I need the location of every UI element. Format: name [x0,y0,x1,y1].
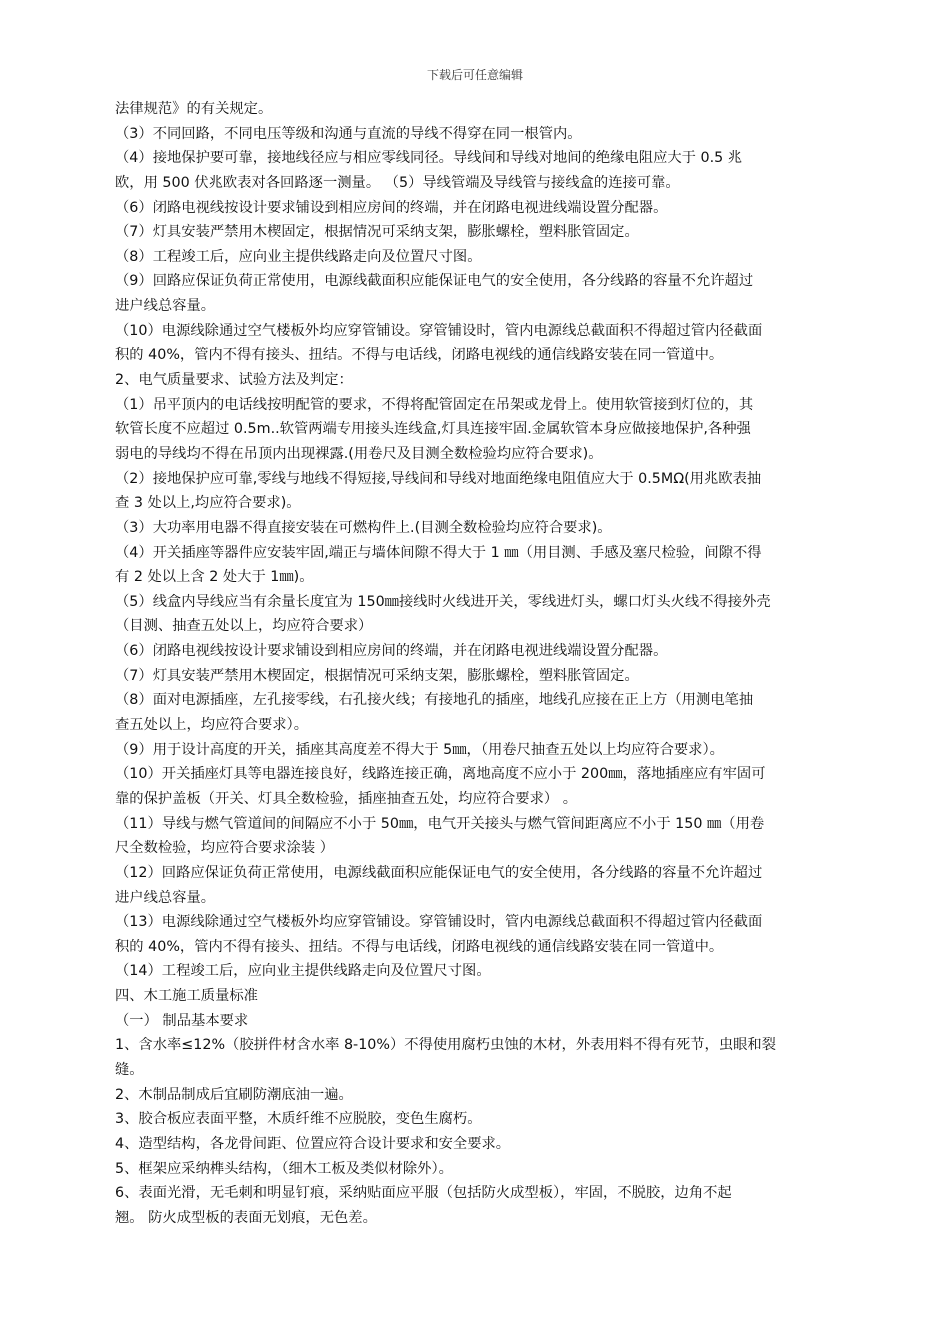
text-line: 3、胶合板应表面平整，木质纤维不应脱胶，变色生腐朽。 [115,1111,482,1128]
text-line: 欧，用 500 伏兆欧表对各回路逐一测量。 （5）导线管端及导线管与接线盒的连接可靠。 [115,174,680,191]
text-line: 查 3 处以上,均应符合要求)。 [115,495,301,512]
text-line: 1、含水率≤12%（胶拼件材含水率 8-10%）不得使用腐朽虫蚀的木材，外表用料不得有死节，虫眼和裂 [115,1037,777,1054]
text-line: 6、表面光滑，无毛刺和明显钉痕，采纳贴面应平服（包括防火成型板），牢固，不脱胶，边角不起 [115,1185,732,1202]
text-line: （6）闭路电视线按设计要求铺设到相应房间的终端，并在闭路电视进线端设置分配器。 [115,643,668,660]
text-line: （3）不同回路，不同电压等级和沟通与直流的导线不得穿在同一根管内。 [115,125,582,142]
text-line: 积的 40%，管内不得有接头、扭结。不得与电话线，闭路电视线的通信线路安装在同一管道中。 [115,347,724,364]
text-line: 软管长度不应超过 0.5m..软管两端专用接头连线盒,灯具连接牢固.金属软管本身应做接地保护,各种强 [115,421,751,438]
text-line: （8）面对电源插座，左孔接零线，右孔接火线；有接地孔的插座，地线孔应接在正上方（用测电笔抽 [115,692,754,709]
text-line: （10）电源线除通过空气楼板外均应穿管铺设。穿管铺设时，管内电源线总截面积不得超过管内径截面 [115,322,763,339]
text-line: 4、造型结构，各龙骨间距、位置应符合设计要求和安全要求。 [115,1135,511,1152]
text-line: 2、木制品制成后宜刷防潮底油一遍。 [115,1086,353,1103]
text-line: 有 2 处以上含 2 处大于 1㎜)。 [115,569,314,586]
text-line: 翘。 防火成型板的表面无划痕，无色差。 [115,1209,377,1226]
text-line: （4）开关插座等器件应安装牢固,端正与墙体间隙不得大于 1 ㎜（用目测、手感及塞尺检验，间隙不得 [115,544,762,561]
text-line: （7）灯具安装严禁用木楔固定，根据情况可采纳支架，膨胀螺栓，塑料胀管固定。 [115,667,639,684]
text-line: 尺全数检验，均应符合要求涂装 ） [115,840,334,857]
text-line: （目测、抽查五处以上，均应符合要求） [115,618,373,635]
text-line: （14）工程竣工后，应向业主提供线路走向及位置尺寸图。 [115,963,491,980]
text-line: （一） 制品基本要求 [115,1012,249,1029]
text-line: 积的 40%，管内不得有接头、扭结。不得与电话线，闭路电视线的通信线路安装在同一管道中。 [115,938,724,955]
text-line: 5、框架应采纳榫头结构，（细木工板及类似材除外）。 [115,1160,453,1177]
text-line: （7）灯具安装严禁用木楔固定，根据情况可采纳支架，膨胀螺栓，塑料胀管固定。 [115,224,639,241]
text-line: （3）大功率用电器不得直接安装在可燃构件上.(目测全数检验均应符合要求)。 [115,519,612,536]
text-line: 查五处以上，均应符合要求）。 [115,717,309,734]
text-line: 进户线总容量。 [115,889,216,906]
text-line: （8）工程竣工后，应向业主提供线路走向及位置尺寸图。 [115,248,482,265]
text-line: （12）回路应保证负荷正常使用，电源线截面积应能保证电气的安全使用，各分线路的容量不允许超过 [115,864,763,881]
text-line: 缝。 [115,1061,144,1078]
text-line: 靠的保护盖板（开关、灯具全数检验，插座抽查五处，均应符合要求） 。 [115,790,578,807]
text-line: 进户线总容量。 [115,298,216,315]
text-line: （11）导线与燃气管道间的间隔应不小于 50㎜，电气开关接头与燃气管间距离应不小于 150 ㎜（用卷 [115,815,765,832]
text-line: （13）电源线除通过空气楼板外均应穿管铺设。穿管铺设时，管内电源线总截面积不得超过管内径截面 [115,914,763,931]
text-line: （9）回路应保证负荷正常使用，电源线截面积应能保证电气的安全使用，各分线路的容量不允许超过 [115,273,754,290]
document-body [115,97,837,1230]
text-line: （2）接地保护应可靠,零线与地线不得短接,导线间和导线对地面绝缘电阻值应大于 0.5MΩ(用兆欧表抽 [115,470,762,487]
text-line: 法律规范》的有关规定。 [115,101,273,117]
page-header: 下载后可任意编辑 [426,68,523,82]
text-line: （5）线盒内导线应当有余量长度宜为 150㎜接线时火线进开关，零线进灯头，螺口灯头火线不得接外壳 [115,593,771,610]
text-line: （9）用于设计高度的开关，插座其高度差不得大于 5㎜，（用卷尺抽查五处以上均应符合要求）。 [115,741,724,758]
text-line: 2、电气质量要求、试验方法及判定： [115,372,353,389]
text-line: 弱电的导线均不得在吊顶内出现裸露.(用卷尺及目测全数检验均应符合要求)。 [115,445,603,462]
text-line: （4）接地保护要可靠，接地线径应与相应零线同径。导线间和导线对地间的绝缘电阻应大于 0.5 兆 [115,150,743,167]
text-line: （1）吊平顶内的电话线按明配管的要求，不得将配管固定在吊架或龙骨上。使用软管接到灯位的，其 [115,396,754,413]
text-line: （6）闭路电视线按设计要求铺设到相应房间的终端，并在闭路电视进线端设置分配器。 [115,199,668,216]
text-line: （10）开关插座灯具等电器连接良好，线路连接正确，离地高度不应小于 200㎜，落地插座应有牢固可 [115,766,766,783]
text-line: 四、木工施工质量标准 [115,988,258,1005]
